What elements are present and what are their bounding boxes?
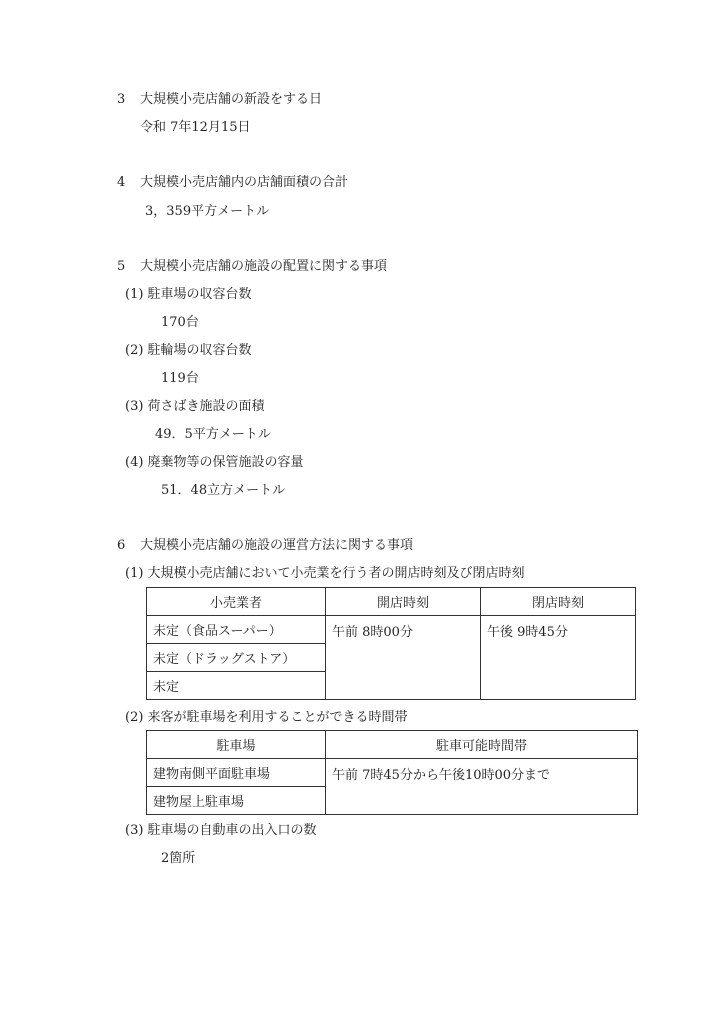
section-4-heading: 大規模小売店舗内の店舗面積の合計	[140, 175, 349, 190]
section-6-number: 6	[117, 538, 126, 553]
section-5-item-value: 119台	[161, 371, 199, 386]
section-3-value: 令和 7年12月15日	[140, 120, 251, 135]
section-5-item-value: 170台	[161, 315, 199, 330]
parking-lot-cell: 建物屋上駐車場	[147, 787, 326, 815]
retailer-cell: 未定（ドラッグストア）	[147, 644, 326, 672]
section-5-item-label: (1) 駐車場の収容台数	[125, 287, 252, 302]
header-parking-hours: 駐車可能時間帯	[326, 731, 638, 759]
section-6-heading: 大規模小売店舗の施設の運営方法に関する事項	[140, 538, 414, 553]
open-time-cell: 午前 8時00分	[326, 616, 481, 700]
section-4-value: 3，359平方メートル	[145, 204, 270, 219]
section-6-item3-label: (3) 駐車場の自動車の出入口の数	[125, 823, 317, 838]
header-parking-lot: 駐車場	[147, 731, 326, 759]
section-6-item2-label: (2) 来客が駐車場を利用することができる時間帯	[125, 710, 408, 725]
parking-hours-cell: 午前 7時45分から午後10時00分まで	[326, 759, 638, 815]
parking-hours-table	[146, 730, 638, 815]
section-5-item-value: 49．5平方メートル	[155, 427, 271, 442]
section-5-item-label: (3) 荷さばき施設の面積	[125, 399, 265, 414]
header-open-time: 開店時刻	[326, 588, 481, 616]
section-5-item-label: (4) 廃棄物等の保管施設の容量	[125, 455, 304, 470]
section-6-item1-label: (1) 大規模小売店舗において小売業を行う者の開店時刻及び閉店時刻	[125, 566, 525, 581]
header-close-time: 閉店時刻	[481, 588, 636, 616]
section-3-heading: 大規模小売店舗の新設をする日	[140, 92, 323, 107]
section-5-number: 5	[117, 259, 126, 274]
retailer-cell: 未定	[147, 672, 326, 700]
section-5-item-label: (2) 駐輪場の収容台数	[125, 343, 252, 358]
parking-lot-cell: 建物南側平面駐車場	[147, 759, 326, 787]
business-hours-table	[146, 587, 636, 700]
section-5-item-value: 51．48立方メートル	[161, 483, 286, 498]
section-5-heading: 大規模小売店舗の施設の配置に関する事項	[140, 259, 388, 274]
section-6-item3-value: 2箇所	[161, 851, 196, 866]
section-3-number: 3	[117, 92, 126, 107]
section-4-number: 4	[117, 175, 126, 190]
close-time-cell: 午後 9時45分	[481, 616, 636, 700]
retailer-cell: 未定（食品スーパー）	[147, 616, 326, 644]
header-retailer: 小売業者	[147, 588, 326, 616]
